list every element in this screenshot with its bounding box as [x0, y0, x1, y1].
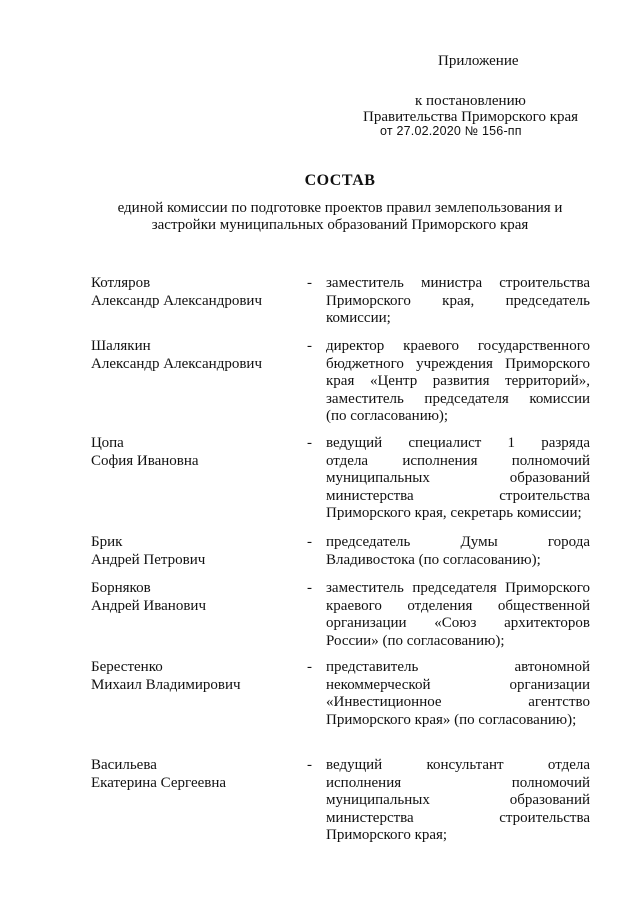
role-line: муниципальных образований [326, 792, 590, 808]
member-surname: Васильева [91, 757, 157, 773]
role-line: ведущий консультант отдела [326, 757, 590, 773]
member-role [326, 338, 590, 426]
role-line: министерства строительства [326, 487, 590, 504]
role-line: исполнения полномочий [326, 774, 590, 791]
appendix-label: Приложение [438, 53, 519, 69]
role-line: председатель Думы города [326, 534, 590, 550]
dash-separator: - [307, 580, 312, 596]
resolution-date-number: от 27.02.2020 № 156-пп [380, 124, 522, 138]
role-line: представитель автономной [326, 659, 590, 675]
role-line: (по согласованию); [326, 408, 449, 424]
role-line: отдела исполнения полномочий [326, 452, 590, 469]
member-surname: Брик [91, 534, 123, 550]
member-given-names: Александр Александрович [91, 355, 262, 372]
member-name [91, 659, 291, 694]
role-line: ведущий специалист 1 разряда [326, 435, 590, 451]
member-role [326, 275, 590, 328]
role-line: краевого отделения общественной [326, 597, 590, 614]
member-role [326, 534, 590, 569]
member-name [91, 534, 291, 569]
member-given-names: Екатерина Сергеевна [91, 774, 227, 791]
member-given-names: Михаил Владимирович [91, 676, 241, 693]
role-line: Приморского края» (по согласованию); [326, 711, 577, 728]
role-line: Приморского края, секретарь комиссии; [326, 505, 582, 521]
role-line: заместитель председателя комиссии [326, 390, 590, 407]
role-line: Приморского края, председатель [326, 292, 590, 309]
role-line: Владивостока (по согласованию); [326, 551, 541, 568]
subtitle-line: застройки муниципальных образований Приморского края [151, 217, 529, 233]
member-surname: Цопа [91, 435, 124, 451]
role-line: заместитель министра строительства [326, 275, 590, 291]
member-surname: Борняков [91, 580, 151, 596]
member-surname: Котляров [91, 275, 151, 291]
member-role [326, 435, 590, 523]
member-name [91, 275, 291, 310]
role-line: министерства строительства [326, 809, 590, 826]
member-name [91, 580, 291, 615]
dash-separator: - [307, 757, 312, 773]
role-line: «Инвестиционное агентство [326, 694, 590, 710]
role-line: муниципальных образований [326, 470, 590, 486]
member-given-names: Андрей Иванович [91, 597, 206, 614]
dash-separator: - [307, 275, 312, 291]
member-role [326, 580, 590, 650]
member-role [326, 659, 590, 729]
member-given-names: София Ивановна [91, 452, 199, 469]
government-name: Правительства Приморского края [363, 109, 579, 125]
member-name [91, 435, 291, 470]
dash-separator: - [307, 435, 312, 451]
dash-separator: - [307, 659, 312, 675]
role-line: России» (по согласованию); [326, 632, 505, 649]
role-line: бюджетного учреждения Приморского [326, 355, 590, 372]
member-name [91, 757, 291, 792]
role-line: организации «Союз архитекторов [326, 615, 590, 631]
document-title: СОСТАВ [304, 172, 376, 189]
role-line: края «Центр развития территорий», [326, 373, 590, 389]
role-line: Приморского края; [326, 827, 448, 843]
member-role [326, 757, 590, 845]
member-surname: Берестенко [91, 659, 163, 675]
role-line: заместитель председателя Приморского [326, 580, 590, 596]
member-given-names: Александр Александрович [91, 292, 262, 309]
role-line: директор краевого государственного [326, 338, 590, 354]
member-given-names: Андрей Петрович [91, 551, 206, 568]
role-line: некоммерческой организации [326, 676, 590, 693]
dash-separator: - [307, 338, 312, 354]
resolution-reference: к постановлению [415, 93, 526, 109]
member-surname: Шалякин [91, 338, 151, 354]
dash-separator: - [307, 534, 312, 550]
role-line: комиссии; [326, 310, 391, 326]
document-subtitle [100, 200, 580, 234]
member-name [91, 338, 291, 373]
subtitle-line: единой комиссии по подготовке проектов правил землепользования и [117, 200, 563, 216]
